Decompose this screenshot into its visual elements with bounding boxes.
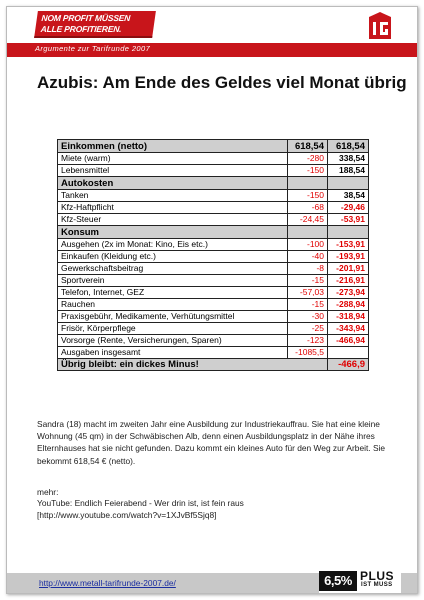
income-row [58, 140, 369, 153]
empty-cell [288, 226, 328, 239]
table-row [58, 165, 369, 177]
total-expenses-row [58, 347, 369, 359]
amount-cell: -150 [288, 190, 328, 202]
section-konsum: Konsum [58, 226, 288, 239]
amount-cell: -150 [288, 165, 328, 177]
section-header [58, 226, 369, 239]
story-paragraph: Sandra (18) macht im zweiten Jahr eine Ausbildung zur Industriekauffrau. Sie hat eine kleine Wohnung (45 qm) in der Schwäbischen Alb, denn einen Ausbildungsplatz in der Nähe ihres Elternhauses hat sie nicht gefunden. Dazu kommt ein kleines Auto für den Weg zur Arbeit. Sie bekommt 618,54 € (netto). [37, 419, 386, 466]
income-label: Einkommen (netto) [58, 140, 288, 153]
section-autokosten: Autokosten [58, 177, 288, 190]
row-label: Telefon, Internet, GEZ [58, 287, 288, 299]
table-row [58, 251, 369, 263]
table-row [58, 263, 369, 275]
footer-link[interactable]: http://www.metall-tarifrunde-2007.de/ [39, 578, 176, 588]
balance-cell: -466,94 [328, 335, 369, 347]
row-label: Gewerkschaftsbeitrag [58, 263, 288, 275]
balance-cell: -288,94 [328, 299, 369, 311]
table-row [58, 323, 369, 335]
amount-cell: -68 [288, 202, 328, 214]
logo-line-1: NOM PROFIT MÜSSEN [41, 13, 131, 23]
row-label: Kfz-Steuer [58, 214, 288, 226]
amount-cell: -30 [288, 311, 328, 323]
balance-cell: -318,94 [328, 311, 369, 323]
total-expenses-amount: -1085,5 [288, 347, 328, 359]
balance-cell: -193,91 [328, 251, 369, 263]
balance-cell: -53,91 [328, 214, 369, 226]
table-row [58, 214, 369, 226]
result-balance: -466,9 [328, 359, 369, 371]
table-row [58, 275, 369, 287]
campaign-badge [319, 569, 401, 593]
result-row [58, 359, 369, 371]
table-row [58, 335, 369, 347]
row-label: Sportverein [58, 275, 288, 287]
table-row [58, 287, 369, 299]
table-row [58, 153, 369, 165]
amount-cell: -15 [288, 275, 328, 287]
row-label: Kfz-Haftpflicht [58, 202, 288, 214]
result-label: Übrig bleibt: ein dickes Minus! [58, 359, 328, 371]
youtube-title: YouTube: Endlich Feierabend - Wer drin ist, ist fein raus [37, 498, 244, 509]
amount-cell: -280 [288, 153, 328, 165]
balance-cell: 38,54 [328, 190, 369, 202]
amount-cell: -8 [288, 263, 328, 275]
row-label: Miete (warm) [58, 153, 288, 165]
empty-cell [328, 347, 369, 359]
header [7, 7, 417, 57]
total-expenses-label: Ausgaben insgesamt [58, 347, 288, 359]
amount-cell: -40 [288, 251, 328, 263]
amount-cell: -25 [288, 323, 328, 335]
balance-cell: -153,91 [328, 239, 369, 251]
balance-cell: -273,94 [328, 287, 369, 299]
row-label: Lebensmittel [58, 165, 288, 177]
campaign-logo [34, 11, 156, 38]
logo-line-2: ALLE PROFITIEREN. [40, 24, 122, 34]
balance-cell: -216,91 [328, 275, 369, 287]
income-amount: 618,54 [288, 140, 328, 153]
row-label: Vorsorge (Rente, Versicherungen, Sparen) [58, 335, 288, 347]
row-label: Frisör, Körperpflege [58, 323, 288, 335]
badge-plus: PLUS [360, 569, 395, 583]
balance-cell: 188,54 [328, 165, 369, 177]
balance-cell: -201,91 [328, 263, 369, 275]
badge-percent: 6,5% [319, 571, 357, 591]
budget-table [57, 139, 369, 371]
header-subtitle: Argumente zur Tarifrunde 2007 [35, 44, 151, 53]
table-row [58, 239, 369, 251]
table-row [58, 299, 369, 311]
more-label: mehr: [37, 487, 59, 497]
amount-cell: -15 [288, 299, 328, 311]
income-balance: 618,54 [328, 140, 369, 153]
empty-cell [328, 226, 369, 239]
empty-cell [288, 177, 328, 190]
amount-cell: -123 [288, 335, 328, 347]
youtube-url: [http://www.youtube.com/watch?v=1XJvBf5Sjq8] [37, 509, 217, 520]
balance-cell: -343,94 [328, 323, 369, 335]
section-header [58, 177, 369, 190]
row-label: Rauchen [58, 299, 288, 311]
more-section [37, 487, 397, 521]
page-title: Azubis: Am Ende des Geldes viel Monat übrig [37, 73, 407, 92]
badge-subline: IST MUSS [361, 582, 393, 588]
row-label: Ausgehen (2x im Monat: Kino, Eis etc.) [58, 239, 288, 251]
row-label: Tanken [58, 190, 288, 202]
amount-cell: -24,45 [288, 214, 328, 226]
balance-cell: -29,46 [328, 202, 369, 214]
amount-cell: -57,03 [288, 287, 328, 299]
amount-cell: -100 [288, 239, 328, 251]
union-logo-icon [363, 11, 397, 41]
row-label: Einkaufen (Kleidung etc.) [58, 251, 288, 263]
table-row [58, 202, 369, 214]
document-page [6, 6, 418, 594]
balance-cell: 338,54 [328, 153, 369, 165]
row-label: Praxisgebühr, Medikamente, Verhütungsmittel [58, 311, 288, 323]
table-row [58, 311, 369, 323]
table-row [58, 190, 369, 202]
empty-cell [328, 177, 369, 190]
